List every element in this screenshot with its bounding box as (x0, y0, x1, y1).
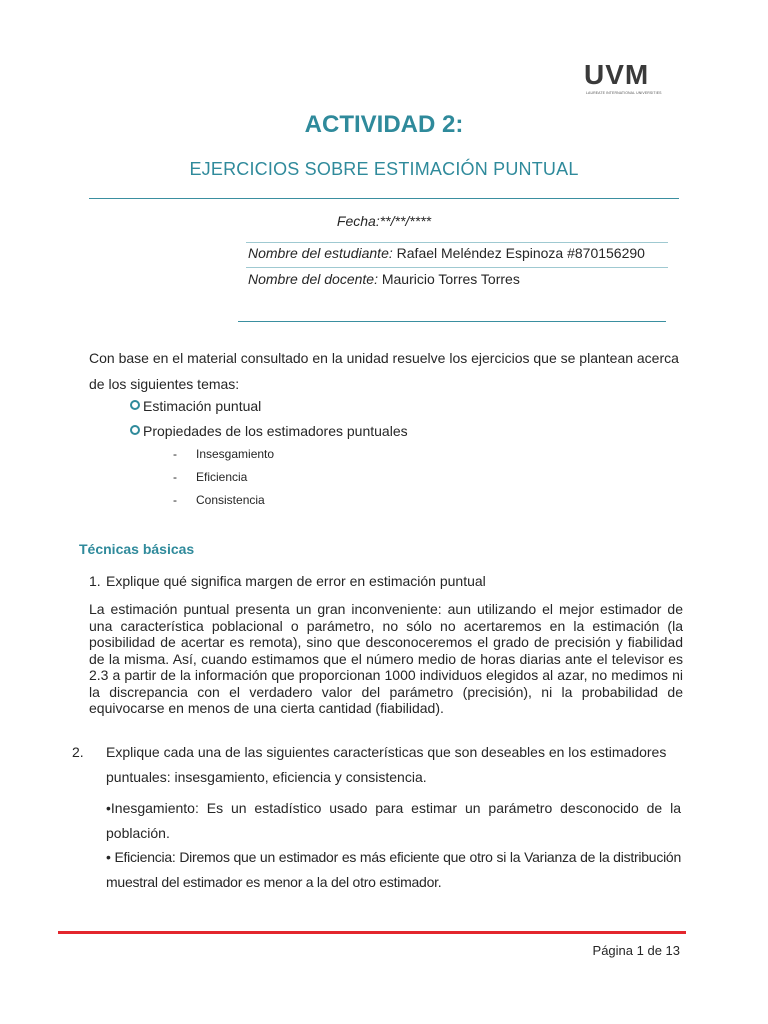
teacher-name: Mauricio Torres Torres (377, 271, 520, 287)
logo-wordmark: UVM (584, 59, 650, 90)
title-divider (89, 198, 679, 199)
student-bottom-rule (246, 267, 668, 268)
topic-item: Estimación puntual (130, 397, 261, 415)
subtopic-item: - Insesgamiento (173, 447, 275, 461)
student-name: Rafael Meléndez Espinoza #870156290 (392, 245, 645, 261)
question-number: 1. (89, 573, 101, 589)
intro-paragraph: Con base en el material consultado en la unidad resuelve los ejercicios que se plantean acerca de los siguientes temas: (89, 350, 679, 392)
topic-item: Propiedades de los estimadores puntuales (130, 422, 408, 440)
question-text: Explique cada una de las siguientes características que son deseables en los estimadores puntuales: insesgamiento, eficiencia y consistencia. (106, 744, 667, 785)
date-value: **/**/**** (379, 213, 432, 229)
answer-1: La estimación puntual presenta un gran inconveniente: aun utilizando el mejor estimador de una característica poblacional o parámetro, no sólo no acertaremos en la estimación (la posibilidad de acertar es remota), sino que desconoceremos el grado de precisión y fiabilidad de la misma. Así, cuando estimamos que el número medio de horas diarias ante el televisor es 2.3 a partir de la información que proporcionan 1000 individuos elegidos al azar, no medimos ni la discrepancia con el verdadero valor del parámetro (precisión), ni la probabilidad de equivocarse en menos de una cierta cantidad (fiabilidad). (89, 601, 683, 716)
info-divider (238, 321, 666, 322)
section-heading: Técnicas básicas (79, 541, 195, 557)
subtopic-item: - Eficiencia (173, 470, 248, 484)
ring-bullet-icon (130, 425, 140, 435)
student-label: Nombre del estudiante: (248, 245, 393, 261)
teacher-label: Nombre del docente: (248, 271, 378, 287)
question-1 (89, 570, 681, 592)
answer-2-eficiencia: • Eficiencia: Diremos que un estimador es más eficiente que otro si la Varianza de la distribución muestral del estimador es menor a la del otro estimador. (106, 849, 681, 890)
question-text: Explique qué significa margen de error en estimación puntual (106, 573, 486, 589)
subtopic-item: - Consistencia (173, 493, 265, 507)
question-2 (72, 740, 698, 790)
question-number: 2. (72, 744, 84, 760)
footer-divider (58, 931, 686, 934)
teacher-line (248, 270, 520, 288)
page-subtitle: EJERCICIOS SOBRE ESTIMACIÓN PUNTUAL (189, 159, 579, 179)
uvm-logo (584, 60, 668, 100)
ring-bullet-icon (130, 400, 140, 410)
student-top-rule (246, 242, 668, 243)
logo-tagline: LAUREATE INTERNATIONAL UNIVERSITIES (586, 91, 662, 95)
answer-2-insesgamiento: •Inesgamiento: Es un estadístico usado para estimar un parámetro desconocido de la población. (106, 800, 681, 841)
page-number: Página 1 de 13 (592, 943, 680, 958)
date-line (0, 212, 768, 230)
page-title: ACTIVIDAD 2: (304, 111, 464, 138)
date-label: Fecha: (336, 213, 380, 229)
student-line (248, 244, 645, 262)
